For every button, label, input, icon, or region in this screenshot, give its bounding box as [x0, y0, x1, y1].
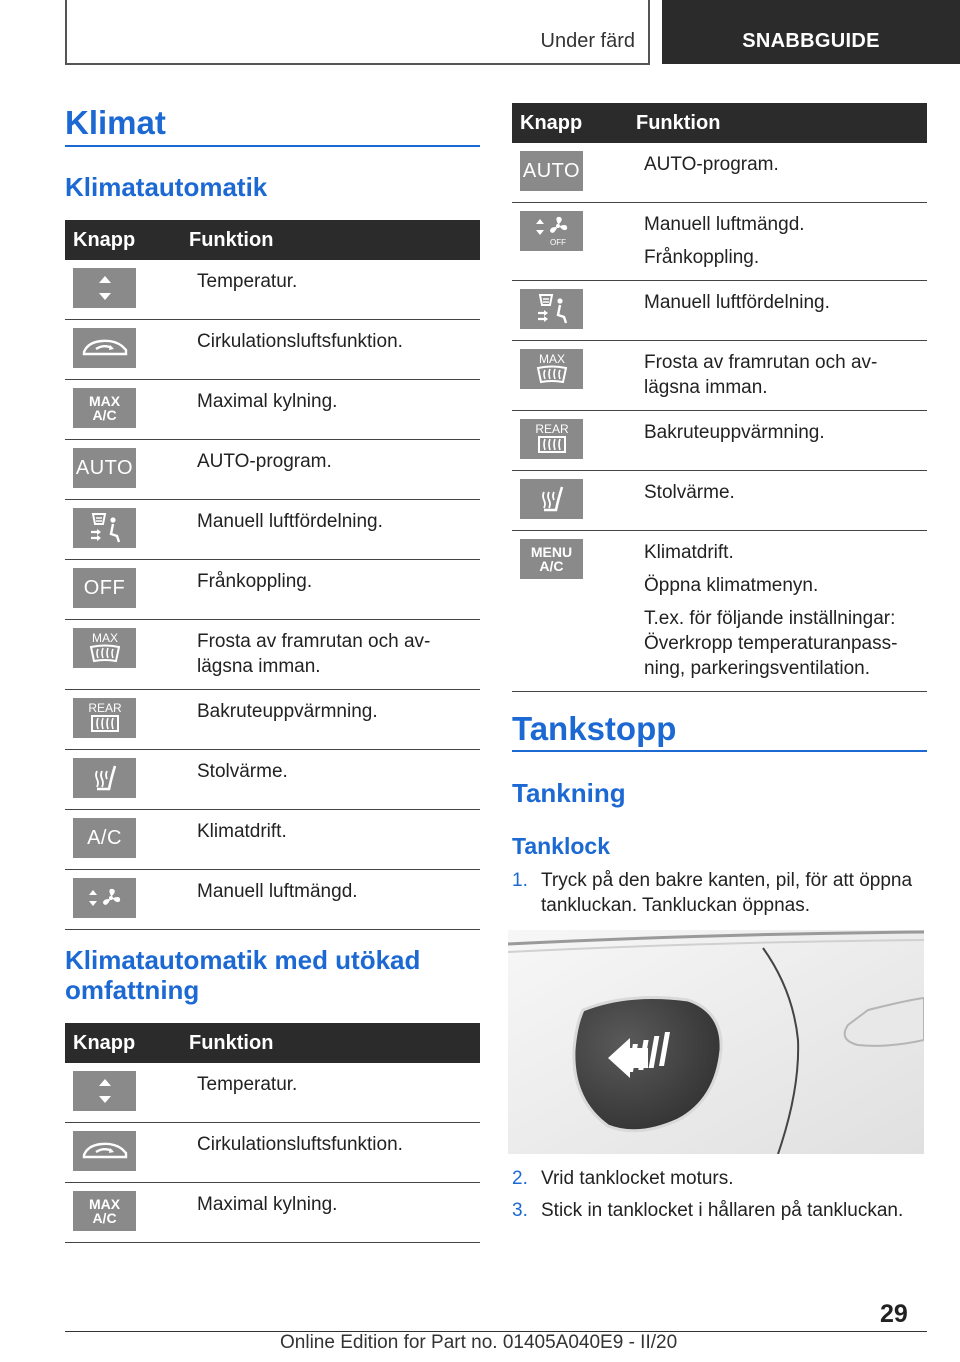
knapp-cell [65, 320, 189, 379]
fuel-flap-photo [508, 930, 924, 1154]
knapp-cell [65, 870, 189, 929]
funktion-cell [189, 870, 480, 929]
table-row [65, 870, 480, 930]
svg-text:OFF: OFF [549, 238, 566, 247]
knapp-cell [65, 440, 189, 499]
col-knapp: Knapp [520, 111, 583, 134]
table-row [65, 380, 480, 440]
seat-heating-icon [73, 758, 136, 798]
table-header [65, 220, 480, 260]
max-defrost-icon [520, 349, 583, 389]
col-knapp: Knapp [73, 1031, 136, 1054]
max-ac-label: MAX A/C [88, 393, 121, 423]
funktion-text: Klimatdrift. [197, 821, 287, 842]
fan-off-icon [520, 211, 583, 251]
col-funktion: Funktion [189, 228, 274, 251]
funktion-text: AUTO-program. [197, 451, 332, 472]
funktion-cell [189, 1063, 480, 1122]
funktion-text: Bakruteuppvärmning. [644, 422, 825, 443]
fan-arrows-icon [73, 878, 136, 918]
funktion-text: Klimatdrift. [644, 542, 734, 563]
air-distribution-icon [73, 508, 136, 548]
section-title: Under färd [540, 30, 635, 52]
funktion-text: Temperatur. [197, 1074, 298, 1095]
funktion-cell [189, 440, 480, 499]
knapp-cell [512, 411, 636, 470]
funktion-text: Frånkoppling. [644, 247, 760, 268]
funktion-text: Manuell luftfördelning. [644, 292, 830, 313]
climate-table-3 [512, 103, 927, 692]
table-row [65, 750, 480, 810]
knapp-cell [65, 750, 189, 809]
funktion-text: Temperatur. [197, 271, 298, 292]
header-bottom-line [65, 63, 650, 65]
table-row [65, 1063, 480, 1123]
max-ac-icon [73, 388, 136, 428]
klimatautomatik-utokad-heading: Klimatautomatik med utökad omfattning [65, 945, 421, 1005]
table-row [65, 440, 480, 500]
table-row [65, 620, 480, 690]
table-row [65, 560, 480, 620]
list-item: 1. Tryck på den bakre kanten, pil, för att öppna tankluckan. Tankluckan öppnas. [512, 870, 913, 916]
funktion-text: Frosta av framrutan och av- lägsna imman. [644, 352, 878, 398]
funktion-cell [189, 500, 480, 559]
knapp-cell [65, 500, 189, 559]
funktion-cell [636, 143, 927, 202]
knapp-cell [65, 620, 189, 689]
knapp-cell [65, 260, 189, 319]
knapp-cell [512, 471, 636, 530]
knapp-cell [65, 380, 189, 439]
seat-heating-icon [520, 479, 583, 519]
funktion-cell [189, 750, 480, 809]
snabbguide-tab[interactable]: SNABBGUIDE [662, 0, 960, 64]
tankstopp-title-rule [512, 750, 927, 752]
table-row [512, 411, 927, 471]
steps-list-b [512, 1166, 927, 1223]
svg-text:REAR: REAR [534, 422, 569, 436]
funktion-cell [189, 690, 480, 749]
max-ac-icon [73, 1191, 136, 1231]
footer-edition: Online Edition for Part no. 01405A040E9 - II/20 [280, 1332, 678, 1353]
funktion-text: Stolvärme. [197, 761, 288, 782]
funktion-cell [189, 320, 480, 379]
rear-defrost-icon [520, 419, 583, 459]
funktion-cell [636, 281, 927, 340]
funktion-text: Öppna klimatmenyn. [644, 575, 819, 596]
ac-label: A/C [87, 827, 122, 849]
knapp-cell [512, 281, 636, 340]
max-defrost-icon [73, 628, 136, 668]
funktion-text: Frosta av framrutan och av- lägsna imman. [197, 631, 431, 677]
funktion-cell [636, 203, 927, 280]
funktion-cell [189, 1183, 480, 1242]
knapp-cell [512, 203, 636, 280]
funktion-text: Cirkulationsluftsfunktion. [197, 1134, 403, 1155]
funktion-cell [636, 341, 927, 410]
funktion-cell [189, 810, 480, 869]
table-row [512, 471, 927, 531]
klimat-title-rule [65, 145, 480, 147]
knapp-cell [512, 341, 636, 410]
funktion-cell [189, 260, 480, 319]
funktion-text: Bakruteuppvärmning. [197, 701, 378, 722]
funktion-cell [189, 380, 480, 439]
funktion-text: Manuell luftfördelning. [197, 511, 383, 532]
col-funktion: Funktion [189, 1031, 274, 1054]
funktion-cell [189, 560, 480, 619]
funktion-cell [189, 1123, 480, 1182]
table-row [65, 260, 480, 320]
temperature-arrows-icon [73, 1071, 136, 1111]
knapp-cell [512, 143, 636, 202]
menu-ac-label: MENU A/C [530, 544, 573, 574]
recirculation-car-icon [73, 328, 136, 368]
table-row [512, 281, 927, 341]
tankning-heading: Tankning [512, 778, 626, 808]
funktion-text: T.ex. för följande inställningar: Överkropp temperaturanpass- ning, parkeringsventilation. [644, 608, 898, 679]
col-knapp: Knapp [73, 228, 136, 251]
off-icon [73, 568, 136, 608]
table-row [512, 531, 927, 692]
menu-ac-icon [520, 539, 583, 579]
auto-icon [520, 151, 583, 191]
funktion-cell [636, 531, 927, 691]
funktion-text: Cirkulationsluftsfunktion. [197, 331, 403, 352]
knapp-cell [65, 1063, 189, 1122]
auto-icon [73, 448, 136, 488]
table-row [65, 320, 480, 380]
funktion-cell [636, 411, 927, 470]
table-row [65, 1123, 480, 1183]
table-row [512, 143, 927, 203]
temperature-arrows-icon [73, 268, 136, 308]
climate-table-2 [65, 1023, 480, 1243]
funktion-text: Maximal kylning. [197, 1194, 338, 1215]
table-row [512, 203, 927, 281]
page-number: 29 [880, 1300, 908, 1328]
table-row [65, 690, 480, 750]
funktion-cell [189, 620, 480, 689]
air-distribution-icon [520, 289, 583, 329]
tankstopp-title: Tankstopp [512, 710, 677, 747]
rear-defrost-icon [73, 698, 136, 738]
klimatautomatik-heading: Klimatautomatik [65, 172, 268, 202]
list-item: 2. Vrid tanklocket moturs. [512, 1168, 734, 1189]
steps-list-a [512, 868, 927, 918]
knapp-cell [65, 560, 189, 619]
klimat-title: Klimat [65, 104, 166, 141]
table-row [512, 341, 927, 411]
col-funktion: Funktion [636, 111, 721, 134]
max-ac-label: MAX A/C [88, 1196, 121, 1226]
climate-table-1 [65, 220, 480, 930]
table-row [65, 810, 480, 870]
svg-text:MAX: MAX [538, 352, 565, 366]
off-label: OFF [83, 577, 126, 599]
recirculation-car-icon [73, 1131, 136, 1171]
knapp-cell [65, 810, 189, 869]
table-header [512, 103, 927, 143]
funktion-cell [636, 471, 927, 530]
list-item: 3. Stick in tanklocket i hållaren på tankluckan. [512, 1200, 904, 1221]
svg-text:REAR: REAR [87, 701, 122, 715]
knapp-cell [65, 690, 189, 749]
funktion-text: AUTO-program. [644, 154, 779, 175]
funktion-text: Stolvärme. [644, 482, 735, 503]
table-row [65, 1183, 480, 1243]
table-header [65, 1023, 480, 1063]
funktion-text: Frånkoppling. [197, 571, 313, 592]
table-row [65, 500, 480, 560]
header-right-line [648, 0, 650, 64]
funktion-text: Maximal kylning. [197, 391, 338, 412]
funktion-text: Manuell luftmängd. [197, 881, 358, 902]
svg-text:MAX: MAX [91, 631, 118, 645]
ac-icon [73, 818, 136, 858]
auto-label: AUTO [75, 457, 134, 479]
header-left-line [65, 0, 67, 64]
knapp-cell [65, 1123, 189, 1182]
knapp-cell [512, 531, 636, 691]
funktion-text: Manuell luftmängd. [644, 214, 805, 235]
auto-label: AUTO [522, 160, 581, 182]
knapp-cell [65, 1183, 189, 1242]
tanklock-heading: Tanklock [512, 833, 610, 859]
